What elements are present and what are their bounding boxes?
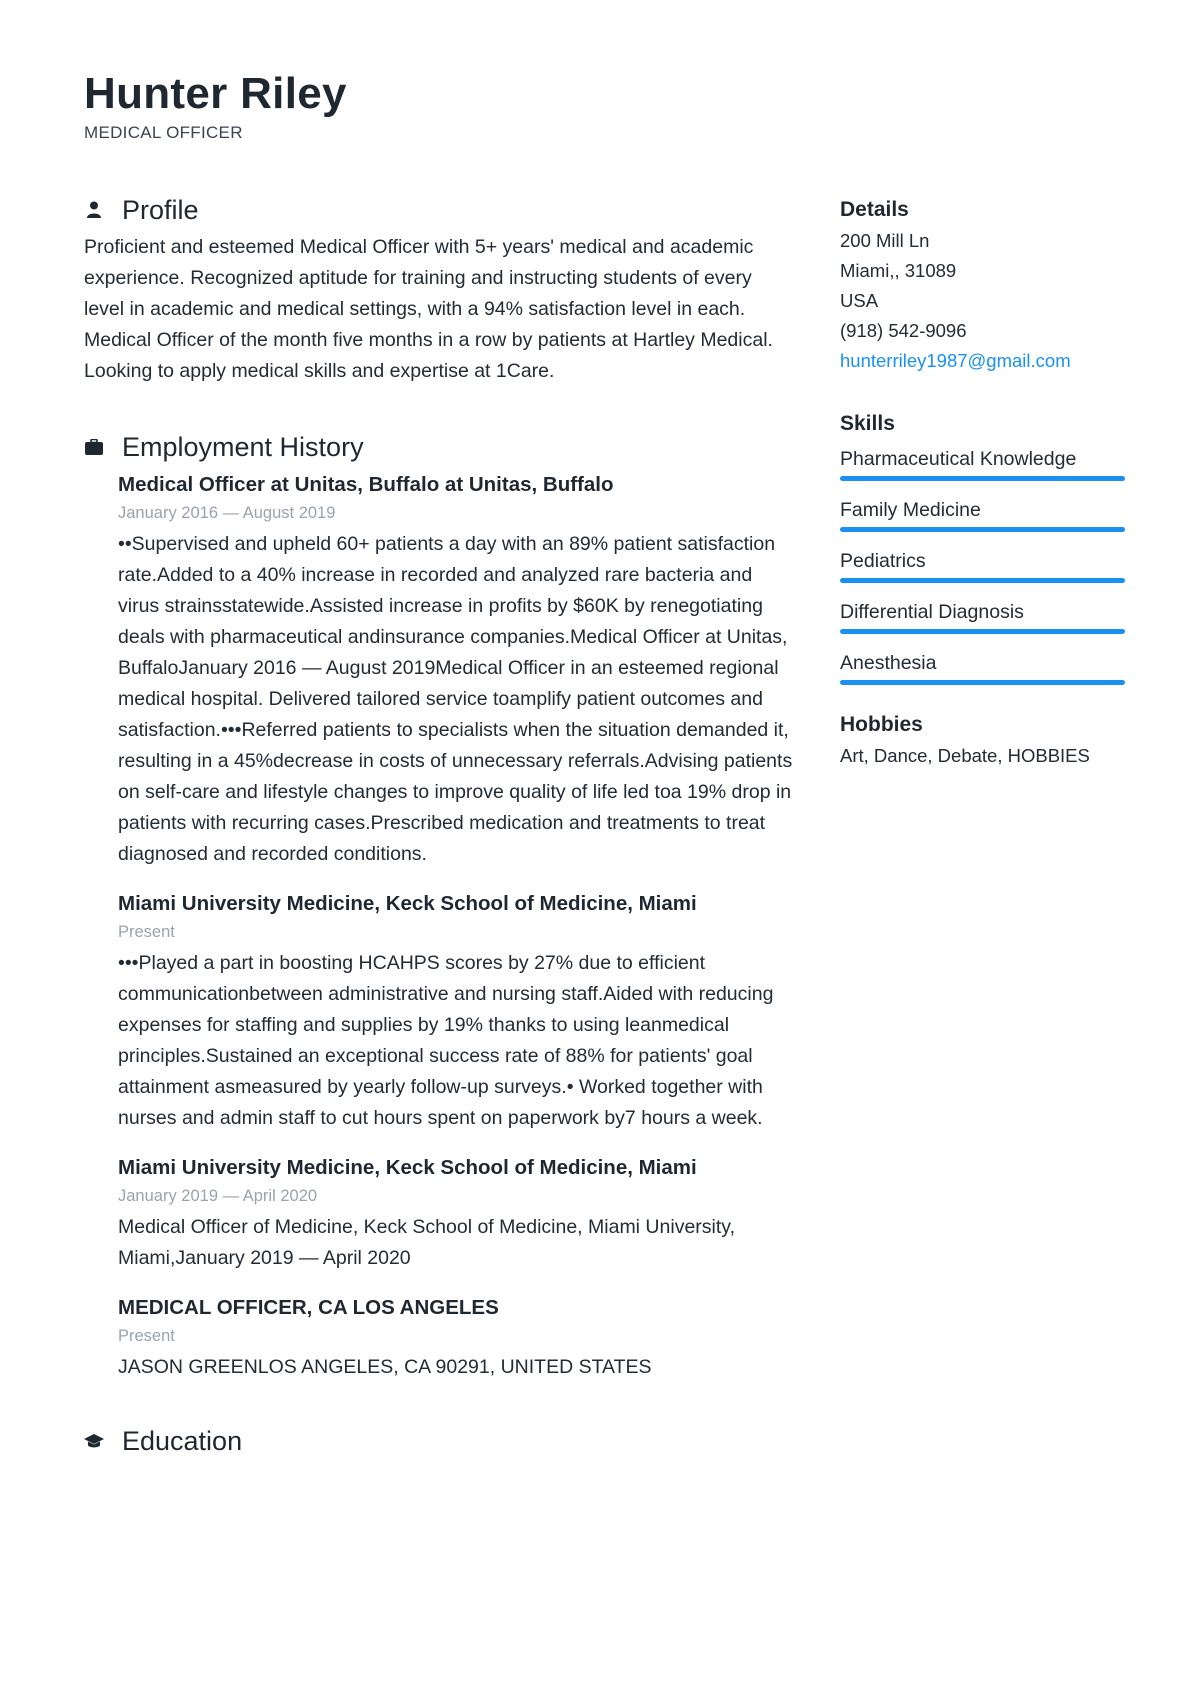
- details-block: [840, 196, 1130, 376]
- skill-level-bar: [840, 527, 1125, 532]
- main-column: [84, 190, 794, 1461]
- job-heading: Medical Officer at Unitas, Buffalo at Unitas, Buffalo: [118, 473, 614, 496]
- education-title: Education: [122, 1426, 243, 1456]
- job-entry: [118, 1292, 794, 1383]
- skill-name: Pediatrics: [840, 550, 926, 572]
- details-title: Details: [840, 198, 909, 221]
- briefcase-icon: [84, 437, 104, 457]
- employment-title: Employment History: [122, 432, 364, 462]
- country: USA: [840, 290, 879, 311]
- employment-section: [84, 427, 794, 1383]
- hobbies-title: Hobbies: [840, 713, 923, 736]
- job-heading: MEDICAL OFFICER, CA LOS ANGELES: [118, 1296, 499, 1319]
- job-entry: [118, 888, 794, 1134]
- hobbies-text: Art, Dance, Debate, HOBBIES: [840, 745, 1090, 766]
- phone-number: (918) 542-9096: [840, 320, 967, 341]
- job-dates: January 2019 — April 2020: [118, 1187, 318, 1205]
- skill-level-bar: [840, 476, 1125, 481]
- job-entry: [118, 1152, 794, 1274]
- skill-name: Differential Diagnosis: [840, 601, 1024, 623]
- job-entry: [118, 469, 794, 870]
- skill-name: Family Medicine: [840, 499, 981, 521]
- skill-item: [840, 542, 1130, 583]
- skill-item: [840, 593, 1130, 634]
- job-description: Medical Officer of Medicine, Keck School of Medicine, Miami University, Miami,January 2019 — April 2020: [118, 1216, 736, 1269]
- education-header: [84, 1421, 794, 1461]
- skill-name: Pharmaceutical Knowledge: [840, 448, 1077, 470]
- skill-level-bar: [840, 680, 1125, 685]
- job-description: •••Played a part in boosting HCAHPS scores by 27% due to efficient communicationbetween administrative and nursing staff.Aided with reducing expenses for staffing and supplies by 19% thanks to using leanmedical principles.Sustained an exceptional success rate of 88% for patients' goal attainment asmeasured by yearly follow-up surveys.• Worked together with nurses and admin staff to cut hours spent on paperwork by7 hours a week.: [118, 952, 774, 1129]
- employment-header: [84, 427, 794, 467]
- job-heading: Miami University Medicine, Keck School of Medicine, Miami: [118, 892, 697, 915]
- profile-section: [84, 190, 794, 387]
- job-description: ••Supervised and upheld 60+ patients a day with an 89% patient satisfaction rate.Added to a 40% increase in recorded and analyzed rare bacteria and virus strainsstatewide.Assisted increase in profits by $60K by renegotiating deals with pharmaceutical andinsurance companies.Medical Officer at Unitas, BuffaloJanuary 2016 — August 2019Medical Officer in an esteemed regional medical hospital. Delivered tailored service toamplify patient outcomes and satisfaction.•••Referred patients to specialists when the situation demanded it, resulting in a 45%decrease in costs of unnecessary referrals.Advising patients on self-care and lifestyle changes to improve quality of life led toa 19% drop in patients with recurring cases.Prescribed medication and treatments to treat diagnosed and recorded conditions.: [118, 533, 793, 865]
- skills-title: Skills: [840, 412, 895, 435]
- job-description: JASON GREENLOS ANGELES, CA 90291, UNITED STATES: [118, 1356, 652, 1378]
- candidate-name: Hunter Riley: [84, 69, 347, 118]
- education-section: [84, 1421, 794, 1461]
- skill-item: [840, 644, 1130, 685]
- job-dates: Present: [118, 1327, 175, 1345]
- profile-header: [84, 190, 794, 230]
- email-link[interactable]: hunterriley1987@gmail.com: [840, 350, 1071, 371]
- person-icon: [84, 200, 104, 220]
- skill-item: [840, 491, 1130, 532]
- job-dates: January 2016 — August 2019: [118, 504, 336, 522]
- candidate-job-title: MEDICAL OFFICER: [84, 123, 243, 142]
- address-line1: 200 Mill Ln: [840, 230, 930, 251]
- graduation-cap-icon: [84, 1431, 104, 1451]
- address-line2: Miami,, 31089: [840, 260, 957, 281]
- job-dates: Present: [118, 923, 175, 941]
- skill-level-bar: [840, 578, 1125, 583]
- job-heading: Miami University Medicine, Keck School of Medicine, Miami: [118, 1156, 697, 1179]
- hobbies-block: [840, 711, 1130, 771]
- profile-title: Profile: [122, 195, 199, 225]
- profile-text: Proficient and esteemed Medical Officer with 5+ years' medical and academic experience. Recognized aptitude for training and instructing students of every level in academic and medical settings, with a 94% satisfaction level in each. Medical Officer of the month five months in a row by patients at Hartley Medical. Looking to apply medical skills and expertise at 1Care.: [84, 236, 773, 382]
- skills-block: [840, 410, 1130, 685]
- skill-item: [840, 440, 1130, 481]
- skill-level-bar: [840, 629, 1125, 634]
- sidebar: [840, 196, 1130, 771]
- skill-name: Anesthesia: [840, 652, 937, 674]
